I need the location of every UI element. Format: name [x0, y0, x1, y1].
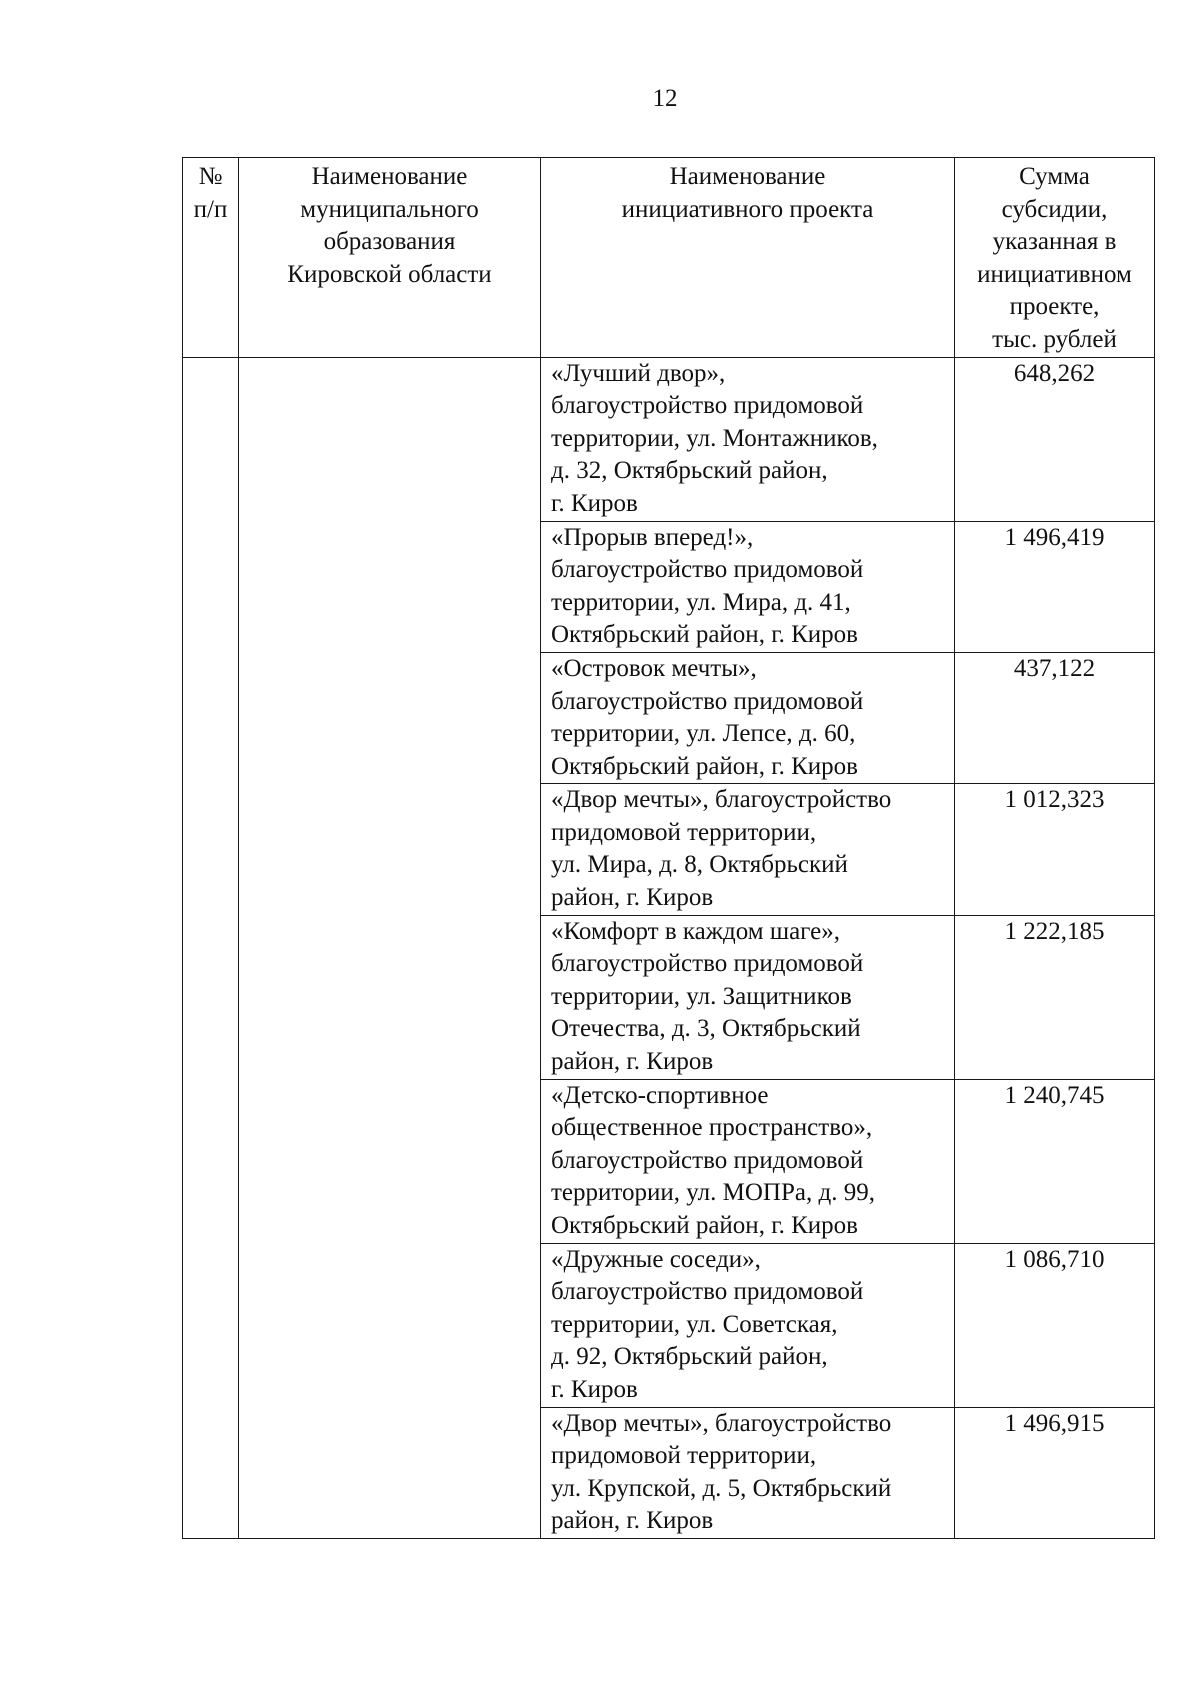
project-cell: [541, 784, 955, 915]
project-cell: [541, 521, 955, 652]
project-line: район, г. Киров: [551, 884, 714, 912]
project-line: общественное пространство»,: [551, 1114, 873, 1142]
header-municipality-line: образования: [323, 228, 456, 256]
project-cell: [541, 1079, 955, 1243]
project-line: район, г. Киров: [551, 1048, 714, 1076]
header-sum-line: проекте,: [1009, 293, 1100, 321]
sum-cell: 437,122: [955, 652, 1155, 783]
header-municipality-line: муниципального: [300, 195, 479, 223]
project-line: территории, ул. Монтажников,: [551, 424, 878, 452]
sum-cell: 1 012,323: [955, 784, 1155, 915]
project-line: благоустройство придомовой: [551, 556, 864, 584]
project-line: г. Киров: [551, 489, 638, 517]
project-line: ул. Крупской, д. 5, Октябрьский: [551, 1474, 892, 1502]
project-line: «Детско-спортивное: [551, 1081, 769, 1109]
project-line: благоустройство придомовой: [551, 1146, 864, 1174]
table-header-row: [183, 158, 1155, 358]
num-cell: [183, 357, 239, 1538]
page-number: 12: [652, 85, 678, 112]
sum-cell: 1 496,419: [955, 521, 1155, 652]
project-line: территории, ул. Мира, д. 41,: [551, 588, 851, 616]
project-cell: [541, 652, 955, 783]
project-line: д. 32, Октябрьский район,: [551, 457, 828, 485]
header-sum: [955, 158, 1155, 358]
project-line: придомовой территории,: [551, 1442, 817, 1470]
project-line: ул. Мира, д. 8, Октябрьский: [551, 851, 848, 879]
sum-cell: 1 222,185: [955, 915, 1155, 1079]
project-line: территории, ул. Защитников: [551, 982, 852, 1010]
header-num-line: п/п: [193, 195, 228, 223]
sum-cell: 1 496,915: [955, 1407, 1155, 1538]
municipality-cell: [239, 357, 541, 1538]
header-num-line: №: [198, 163, 223, 190]
table-row: [183, 357, 1155, 521]
project-line: район, г. Киров: [551, 1507, 714, 1535]
header-project-line: инициативного проекта: [621, 195, 874, 223]
sum-cell: 648,262: [955, 357, 1155, 521]
header-sum-line: субсидии,: [1001, 195, 1108, 223]
header-num: [183, 158, 239, 358]
header-sum-line: Сумма: [1019, 163, 1090, 190]
project-line: «Двор мечты», благоустройство: [551, 1409, 892, 1437]
project-line: территории, ул. Лепсе, д. 60,: [551, 720, 856, 748]
project-cell: [541, 1243, 955, 1407]
project-line: «Комфорт в каждом шаге»,: [551, 917, 840, 945]
project-line: территории, ул. МОПРа, д. 99,: [551, 1179, 875, 1207]
project-line: Октябрьский район, г. Киров: [551, 752, 858, 780]
project-line: Отечества, д. 3, Октябрьский: [551, 1015, 861, 1043]
project-line: «Лучший двор»,: [551, 359, 726, 387]
project-cell: [541, 1407, 955, 1538]
project-line: «Двор мечты», благоустройство: [551, 786, 892, 814]
subsidy-table: [182, 157, 1155, 1539]
header-sum-line: тыс. рублей: [992, 325, 1117, 353]
project-line: Октябрьский район, г. Киров: [551, 1212, 858, 1239]
header-sum-line: указанная в: [992, 228, 1117, 256]
project-cell: [541, 357, 955, 521]
project-line: благоустройство придомовой: [551, 687, 864, 715]
project-line: придомовой территории,: [551, 818, 817, 846]
project-cell: [541, 915, 955, 1079]
header-project-line: Наименование: [669, 163, 826, 190]
header-project: [541, 158, 955, 358]
sum-cell: 1 240,745: [955, 1079, 1155, 1243]
project-line: д. 92, Октябрьский район,: [551, 1343, 828, 1371]
project-line: территории, ул. Советская,: [551, 1310, 838, 1338]
project-line: благоустройство придомовой: [551, 392, 864, 420]
project-line: Октябрьский район, г. Киров: [551, 621, 858, 649]
project-line: «Островок мечты»,: [551, 654, 757, 682]
header-sum-line: инициативном: [977, 260, 1132, 288]
project-line: «Дружные соседи»,: [551, 1245, 761, 1273]
project-line: «Прорыв вперед!»,: [551, 523, 754, 551]
project-line: г. Киров: [551, 1375, 638, 1403]
header-municipality-line: Наименование: [311, 163, 468, 190]
sum-cell: 1 086,710: [955, 1243, 1155, 1407]
project-line: благоустройство придомовой: [551, 950, 864, 978]
project-line: благоустройство придомовой: [551, 1278, 864, 1306]
header-municipality: [239, 158, 541, 358]
header-municipality-line: Кировской области: [287, 260, 492, 288]
